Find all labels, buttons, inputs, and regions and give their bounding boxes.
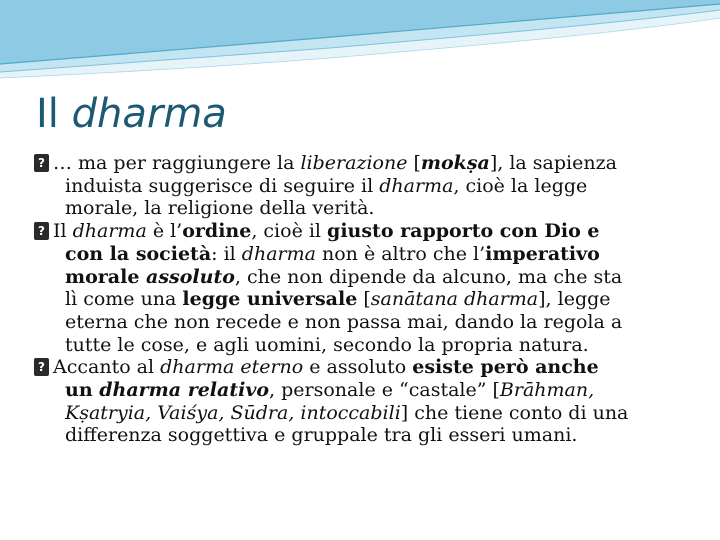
text-line — [65, 266, 698, 289]
text-line — [65, 424, 698, 447]
text-run: morale — [65, 265, 147, 288]
text-run: ordine — [182, 220, 252, 243]
text-line — [53, 356, 698, 379]
text-line — [65, 175, 698, 198]
text-run: non è altro che l’ — [315, 242, 486, 265]
text-run: assoluto — [146, 265, 235, 288]
text-run: ], legge — [538, 288, 611, 311]
text-run: dharma eterno — [160, 356, 304, 379]
text-run: e assoluto — [303, 356, 413, 379]
bullet-paragraph — [34, 220, 698, 356]
text-run: dharma — [72, 220, 147, 243]
text-run: legge universale — [182, 288, 358, 311]
text-run: Kṣatryia, Vaiśya, Sūdra, intoccabili — [65, 401, 401, 424]
bullet-icon: ? — [34, 358, 49, 376]
text-line — [65, 197, 698, 220]
text-run: , che non dipende da alcuno, ma che sta — [234, 265, 623, 288]
bullet-icon: ? — [34, 154, 49, 172]
text-run: eterna che non recede e non passa mai, dando la regola a — [65, 310, 623, 333]
text-run: ] che tiene conto di una — [400, 401, 629, 424]
text-run: , personale e “castale” [ — [269, 379, 500, 402]
text-line — [53, 152, 698, 175]
text-run: Brāhman, — [499, 379, 595, 402]
text-run: giusto rapporto con Dio e — [327, 220, 600, 243]
text-run: dharma — [379, 174, 454, 197]
text-run: Accanto al — [53, 356, 161, 379]
text-run: morale, la religione della verità. — [65, 197, 375, 220]
text-run: esiste però anche — [412, 356, 599, 379]
text-line — [53, 220, 698, 243]
text-run: sanātana dharma — [370, 288, 539, 311]
text-line — [65, 379, 698, 402]
slide-title-regular: Il — [36, 91, 59, 137]
text-run: : il — [211, 242, 242, 265]
text-run: , cioè il — [251, 220, 328, 243]
bullet-paragraph — [34, 152, 698, 220]
header-wave-decoration — [0, 0, 720, 90]
text-run: differenza soggettiva e gruppale tra gli esseri umani. — [65, 424, 578, 447]
text-run: lì come una — [65, 288, 183, 311]
slide-title-italic: dharma — [71, 91, 227, 137]
text-run: mokṣa — [420, 152, 490, 174]
text-run: , cioè la legge — [453, 174, 588, 197]
text-run: … ma per raggiungere la — [53, 152, 301, 174]
text-run: ], la sapienza — [489, 152, 617, 174]
text-line — [65, 288, 698, 311]
text-line — [65, 402, 698, 425]
text-line — [65, 311, 698, 334]
slide-title — [36, 88, 227, 140]
text-run: imperativo — [485, 242, 600, 265]
slide-body — [34, 152, 698, 447]
text-run: induista suggerisce di seguire il — [65, 174, 380, 197]
text-line — [65, 243, 698, 266]
text-run: è l’ — [146, 220, 183, 243]
text-run: [ — [357, 288, 371, 311]
text-run: liberazione — [300, 152, 408, 174]
text-run: un — [65, 379, 100, 402]
text-run: tutte le cose, e agli uomini, secondo la propria natura. — [65, 333, 589, 356]
bullet-paragraph — [34, 356, 698, 447]
text-line — [65, 334, 698, 357]
text-run: con la società — [65, 242, 212, 265]
bullet-icon: ? — [34, 222, 49, 240]
text-run: [ — [407, 152, 421, 174]
text-run: Il — [53, 220, 73, 243]
text-run: dharma — [241, 242, 316, 265]
text-run: dharma relativo — [99, 379, 270, 402]
